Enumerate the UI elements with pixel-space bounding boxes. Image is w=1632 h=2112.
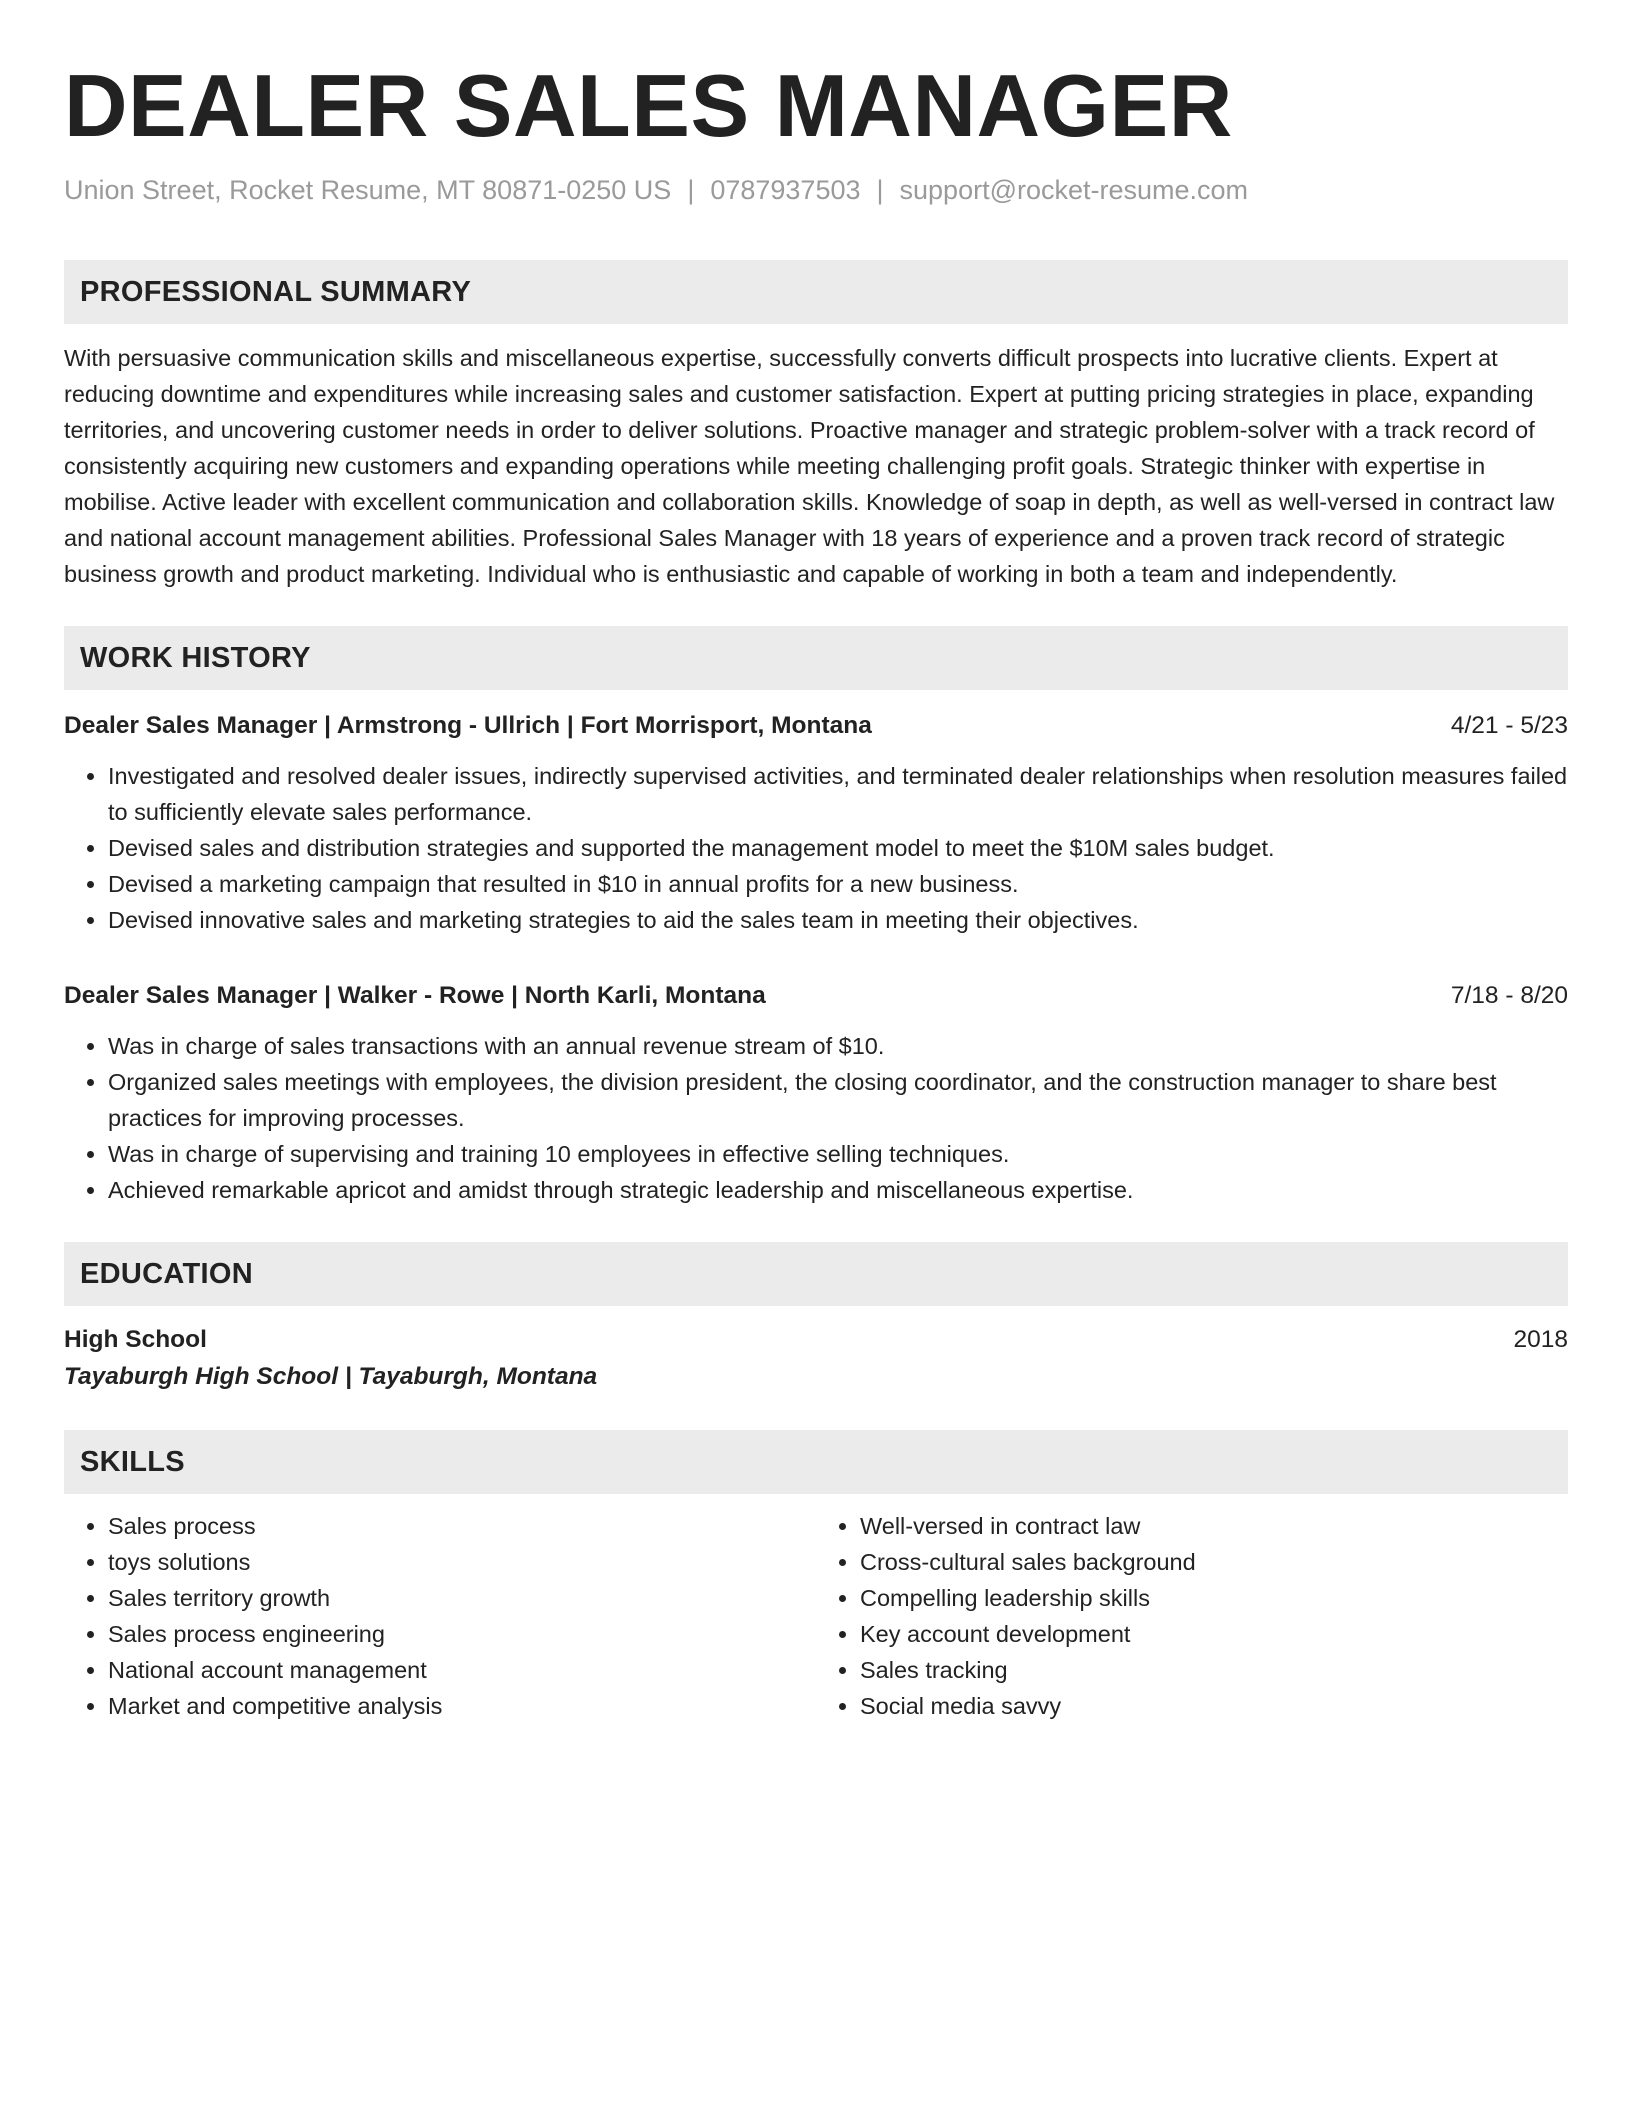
job-bullet: • Achieved remarkable apricot and amidst through strategic leadership and miscellaneous expertise. [108,1172,1568,1208]
job-entry [64,978,1568,1208]
contact-separator: | [687,175,695,205]
skills-columns [64,1508,1568,1724]
professional-summary-text: With persuasive communication skills and miscellaneous expertise, successfully converts difficult prospects into lucrative clients. Expert at reducing downtime and expenditures while increasing sales and customer satisfaction. Expert at putting pricing strategies in place, expanding territories, and uncovering customer needs in order to deliver solutions. Proactive manager and strategic problem-solver with a track record of consistently acquiring new customers and expanding operations while meeting challenging profit goals. Strategic thinker with expertise in mobilise. Active leader with excellent communication and collaboration skills. Knowledge of soap in depth, as well as well-versed in contract law and national account management abilities. Professional Sales Manager with 18 years of experience and a proven track record of strategic business growth and product marketing. Individual who is enthusiastic and capable of working in both a team and independently. [64,345,1555,587]
job-title: Dealer Sales Manager | Walker - Rowe | North Karli, Montana [64,982,766,1009]
skill-item: • Sales territory growth [108,1580,816,1616]
education-heading: EDUCATION [64,1242,1568,1306]
job-bullet: • Devised innovative sales and marketing strategies to aid the sales team in meeting their objectives. [108,902,1568,938]
skill-item: • Cross-cultural sales background [860,1544,1568,1580]
education-entry [64,1322,1568,1396]
work-history-heading: WORK HISTORY [64,626,1568,690]
job-bullets [64,758,1568,938]
contact-separator: | [876,175,884,205]
education-header [64,1322,1568,1358]
professional-summary-heading: PROFESSIONAL SUMMARY [64,260,1568,324]
skill-item: • Sales tracking [860,1652,1568,1688]
skill-item: • Market and competitive analysis [108,1688,816,1724]
skill-item: • toys solutions [108,1544,816,1580]
skill-item: • Sales process [108,1508,816,1544]
job-bullets [64,1028,1568,1208]
job-bullet: • Was in charge of sales transactions with an annual revenue stream of $10. [108,1028,1568,1064]
job-entry [64,708,1568,938]
contact-email: support@rocket-resume.com [899,175,1249,205]
skill-item: • Social media savvy [860,1688,1568,1724]
skills-list-left [64,1508,816,1724]
job-dates: 4/21 - 5/23 [1450,712,1568,739]
job-title: Dealer Sales Manager | Armstrong - Ullrich | Fort Morrisport, Montana [64,712,872,739]
skill-item: • Compelling leadership skills [860,1580,1568,1616]
skills-heading: SKILLS [64,1430,1568,1494]
contact-line [64,172,1568,208]
contact-address: Union Street, Rocket Resume, MT 80871-0250 US [64,175,672,205]
job-header [64,978,1568,1014]
job-dates: 7/18 - 8/20 [1450,982,1568,1009]
education-degree: High School [64,1326,207,1353]
job-bullet: • Devised sales and distribution strategies and supported the management model to meet the $10M sales budget. [108,830,1568,866]
education-school: Tayaburgh High School | Tayaburgh, Montana [64,1363,598,1390]
skill-item: • Well-versed in contract law [860,1508,1568,1544]
job-bullet: • Was in charge of supervising and training 10 employees in effective selling techniques. [108,1136,1568,1172]
job-bullet: • Investigated and resolved dealer issues, indirectly supervised activities, and terminated dealer relationships when resolution measures failed to sufficiently elevate sales performance. [108,758,1568,830]
contact-phone: 0787937503 [710,175,861,205]
job-bullet: • Organized sales meetings with employees, the division president, the closing coordinator, and the construction manager to share best practices for improving processes. [108,1064,1568,1136]
job-bullet: • Devised a marketing campaign that resulted in $10 in annual profits for a new business. [108,866,1568,902]
skill-item: • Sales process engineering [108,1616,816,1652]
skill-item: • National account management [108,1652,816,1688]
skill-item: • Key account development [860,1616,1568,1652]
job-header [64,708,1568,744]
education-year: 2018 [1513,1326,1568,1353]
skills-list-right [816,1508,1568,1724]
candidate-name: DEALER SALES MANAGER [64,56,1233,155]
